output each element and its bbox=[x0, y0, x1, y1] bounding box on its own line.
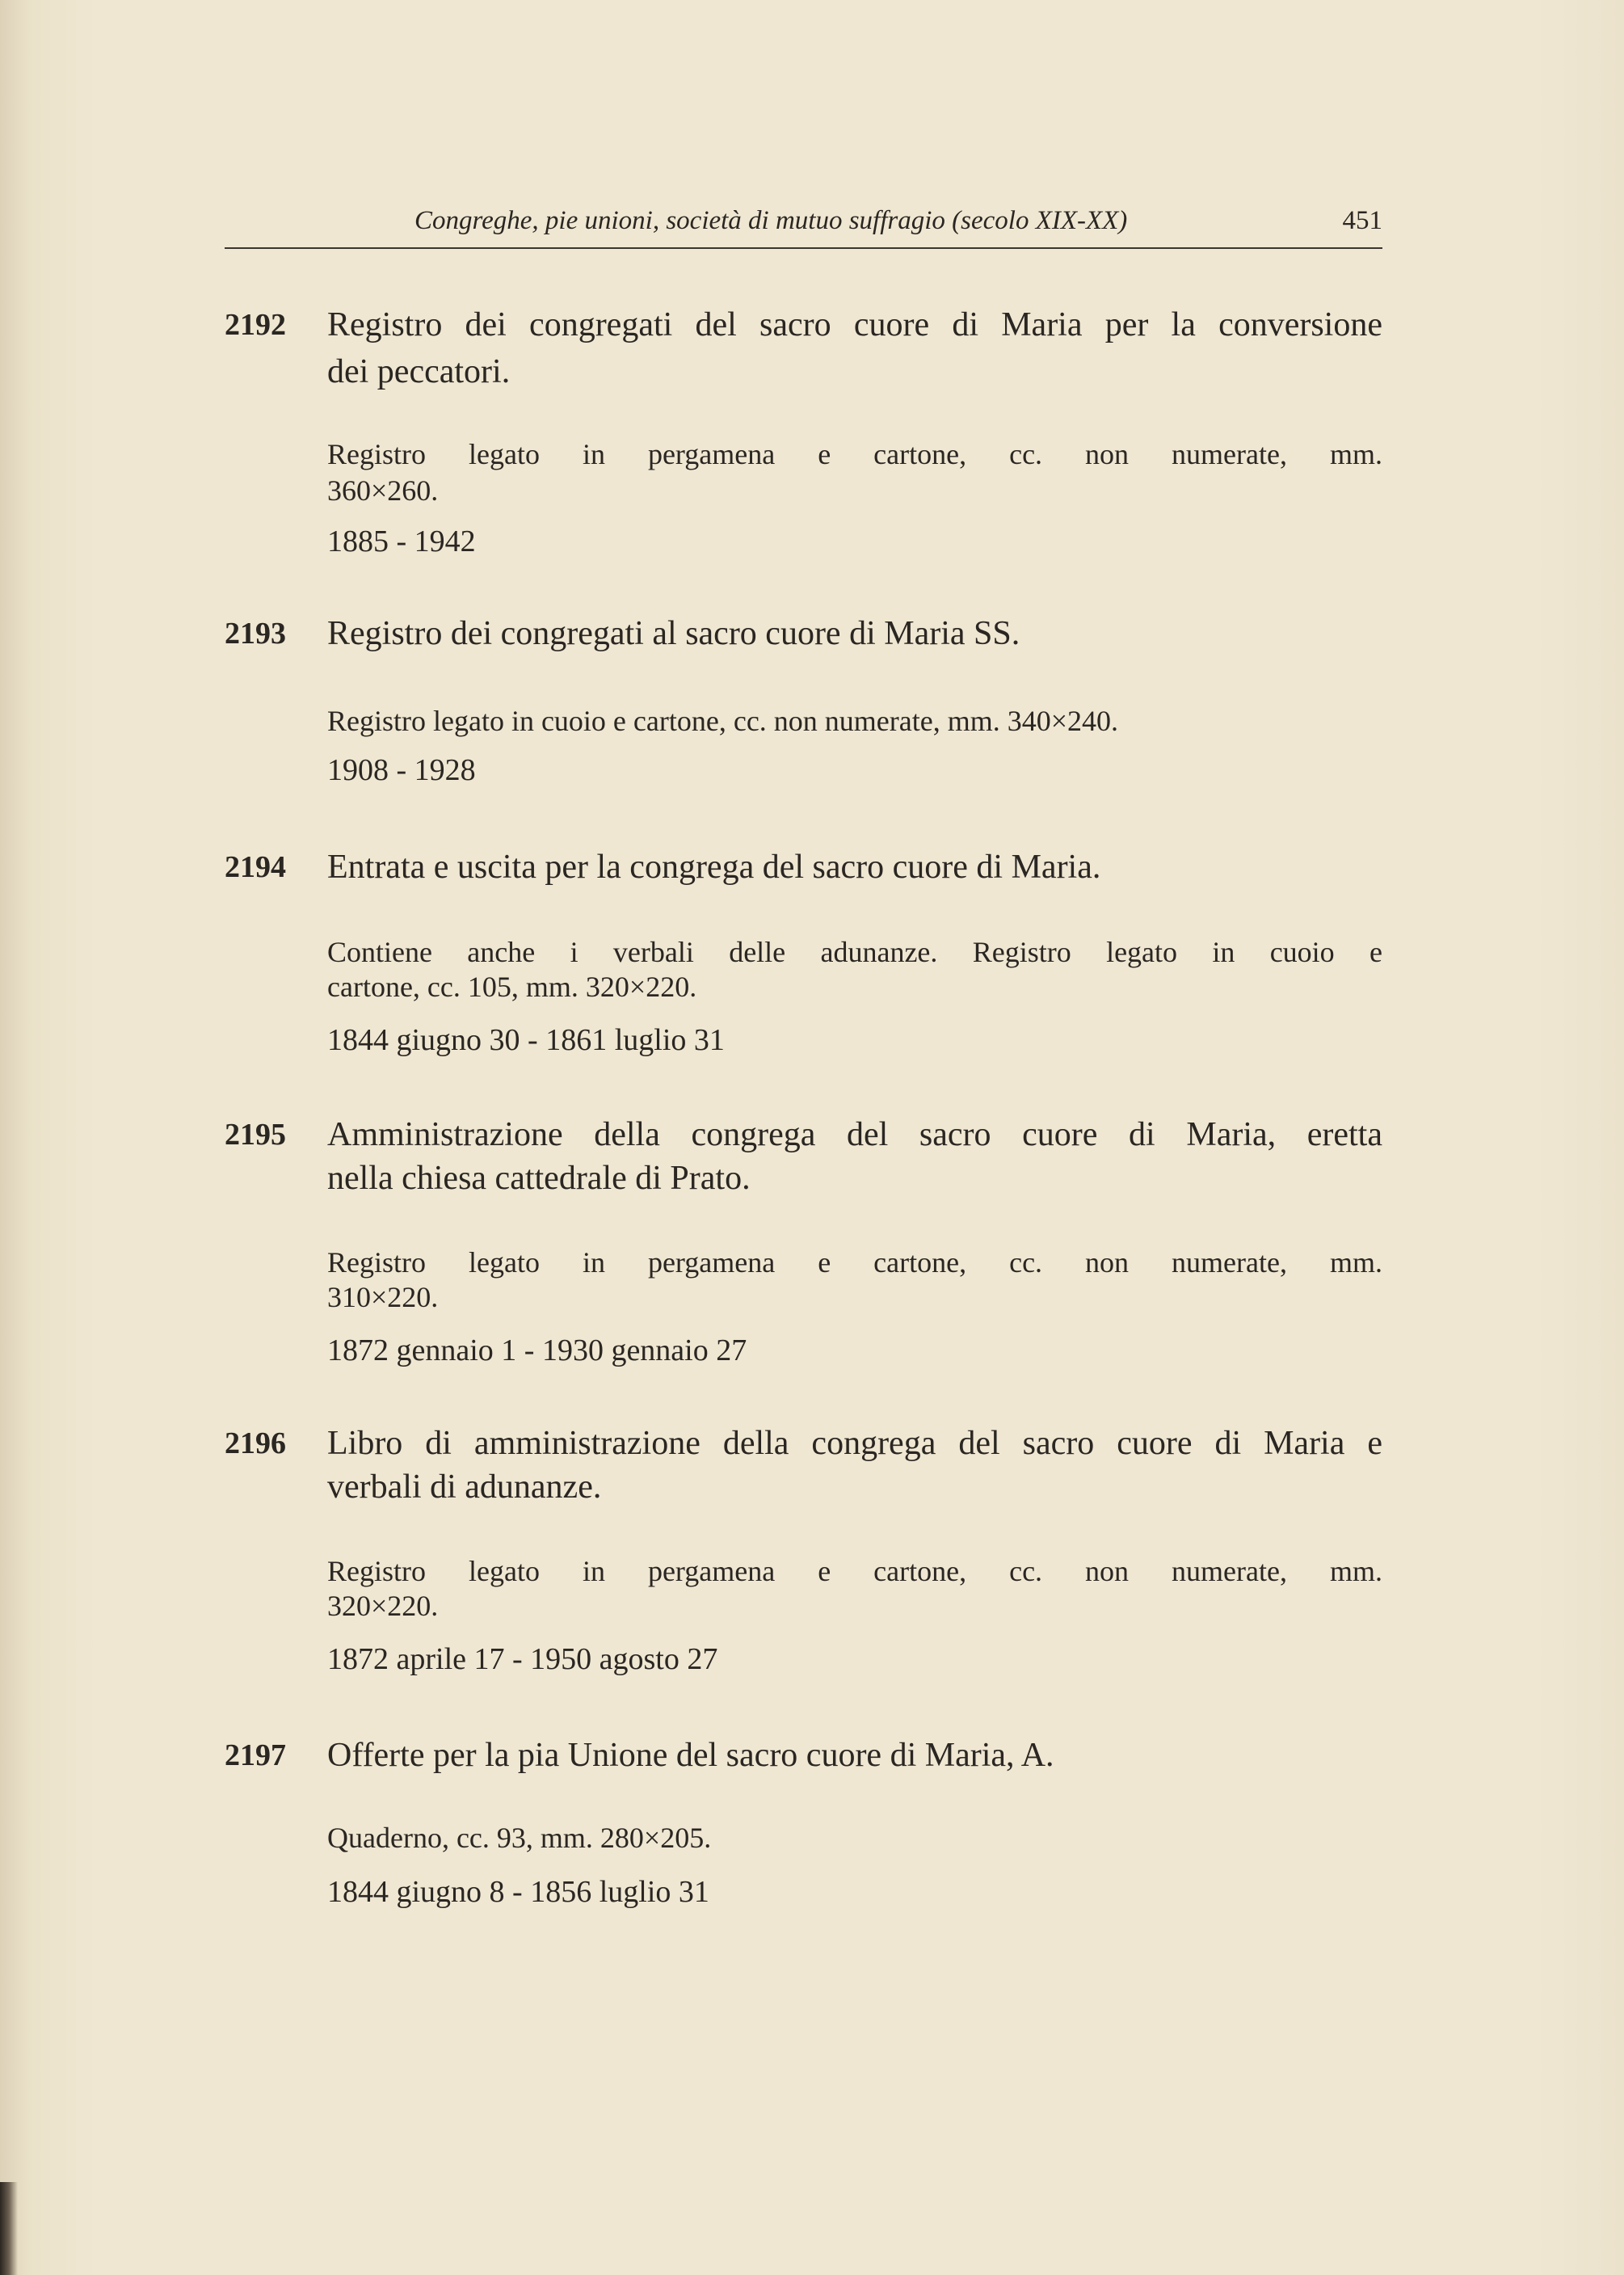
entry-title: Offerte per la pia Unione del sacro cuore di Maria, A. bbox=[327, 1737, 1054, 1774]
entry-description: Registro legato in cuoio e cartone, cc. non numerate, mm. 340×240. bbox=[327, 705, 1119, 737]
entry-number: 2197 bbox=[225, 1738, 286, 1772]
entry-date: 1844 giugno 8 - 1856 luglio 31 bbox=[327, 1875, 709, 1909]
running-title: Congreghe, pie unioni, società di mutuo suffragio (secolo XIX-XX) bbox=[414, 206, 1128, 235]
entry-title: verbali di adunanze. bbox=[327, 1468, 602, 1506]
entry-number: 2192 bbox=[225, 308, 286, 342]
entry-description: Registro legato in pergamena e cartone, cc. non numerate, mm. bbox=[327, 1246, 1382, 1279]
entry-date: 1872 aprile 17 - 1950 agosto 27 bbox=[327, 1642, 718, 1676]
entry-number: 2196 bbox=[225, 1426, 286, 1460]
entry-description: 320×220. bbox=[327, 1590, 439, 1622]
entry-description: 360×260. bbox=[327, 474, 439, 507]
entry-title: Libro di amministrazione della congrega del sacro cuore di Maria e bbox=[327, 1425, 1382, 1462]
entry-description: Contiene anche i verbali delle adunanze. Registro legato in cuoio e bbox=[327, 936, 1382, 968]
entry-description: 310×220. bbox=[327, 1281, 439, 1313]
entry-title: Entrata e uscita per la congrega del sacro cuore di Maria. bbox=[327, 849, 1101, 886]
entry-date: 1885 - 1942 bbox=[327, 525, 476, 558]
entry-description: Quaderno, cc. 93, mm. 280×205. bbox=[327, 1822, 712, 1854]
entry-title: Registro dei congregati al sacro cuore di Maria SS. bbox=[327, 615, 1020, 652]
entry-description: Registro legato in pergamena e cartone, cc. non numerate, mm. bbox=[327, 1555, 1382, 1587]
entry-title: Amministrazione della congrega del sacro cuore di Maria, eretta bbox=[327, 1116, 1382, 1153]
entry-title: nella chiesa cattedrale di Prato. bbox=[327, 1160, 751, 1197]
entry-date: 1872 gennaio 1 - 1930 gennaio 27 bbox=[327, 1333, 747, 1367]
entry-title: Registro dei congregati del sacro cuore di Maria per la conversione bbox=[327, 306, 1382, 343]
entry-title: dei peccatori. bbox=[327, 353, 511, 390]
entry-number: 2195 bbox=[225, 1118, 286, 1152]
entry-number: 2194 bbox=[225, 850, 286, 884]
entry-description: Registro legato in pergamena e cartone, cc. non numerate, mm. bbox=[327, 438, 1382, 470]
header-rule bbox=[225, 247, 1382, 249]
entry-number: 2193 bbox=[225, 617, 286, 651]
entry-date: 1844 giugno 30 - 1861 luglio 31 bbox=[327, 1023, 725, 1057]
entry-date: 1908 - 1928 bbox=[327, 753, 476, 787]
page-number: 451 bbox=[1342, 206, 1382, 235]
entry-description: cartone, cc. 105, mm. 320×220. bbox=[327, 971, 697, 1003]
running-header bbox=[225, 206, 1382, 246]
page-binding-shadow bbox=[0, 2182, 18, 2275]
